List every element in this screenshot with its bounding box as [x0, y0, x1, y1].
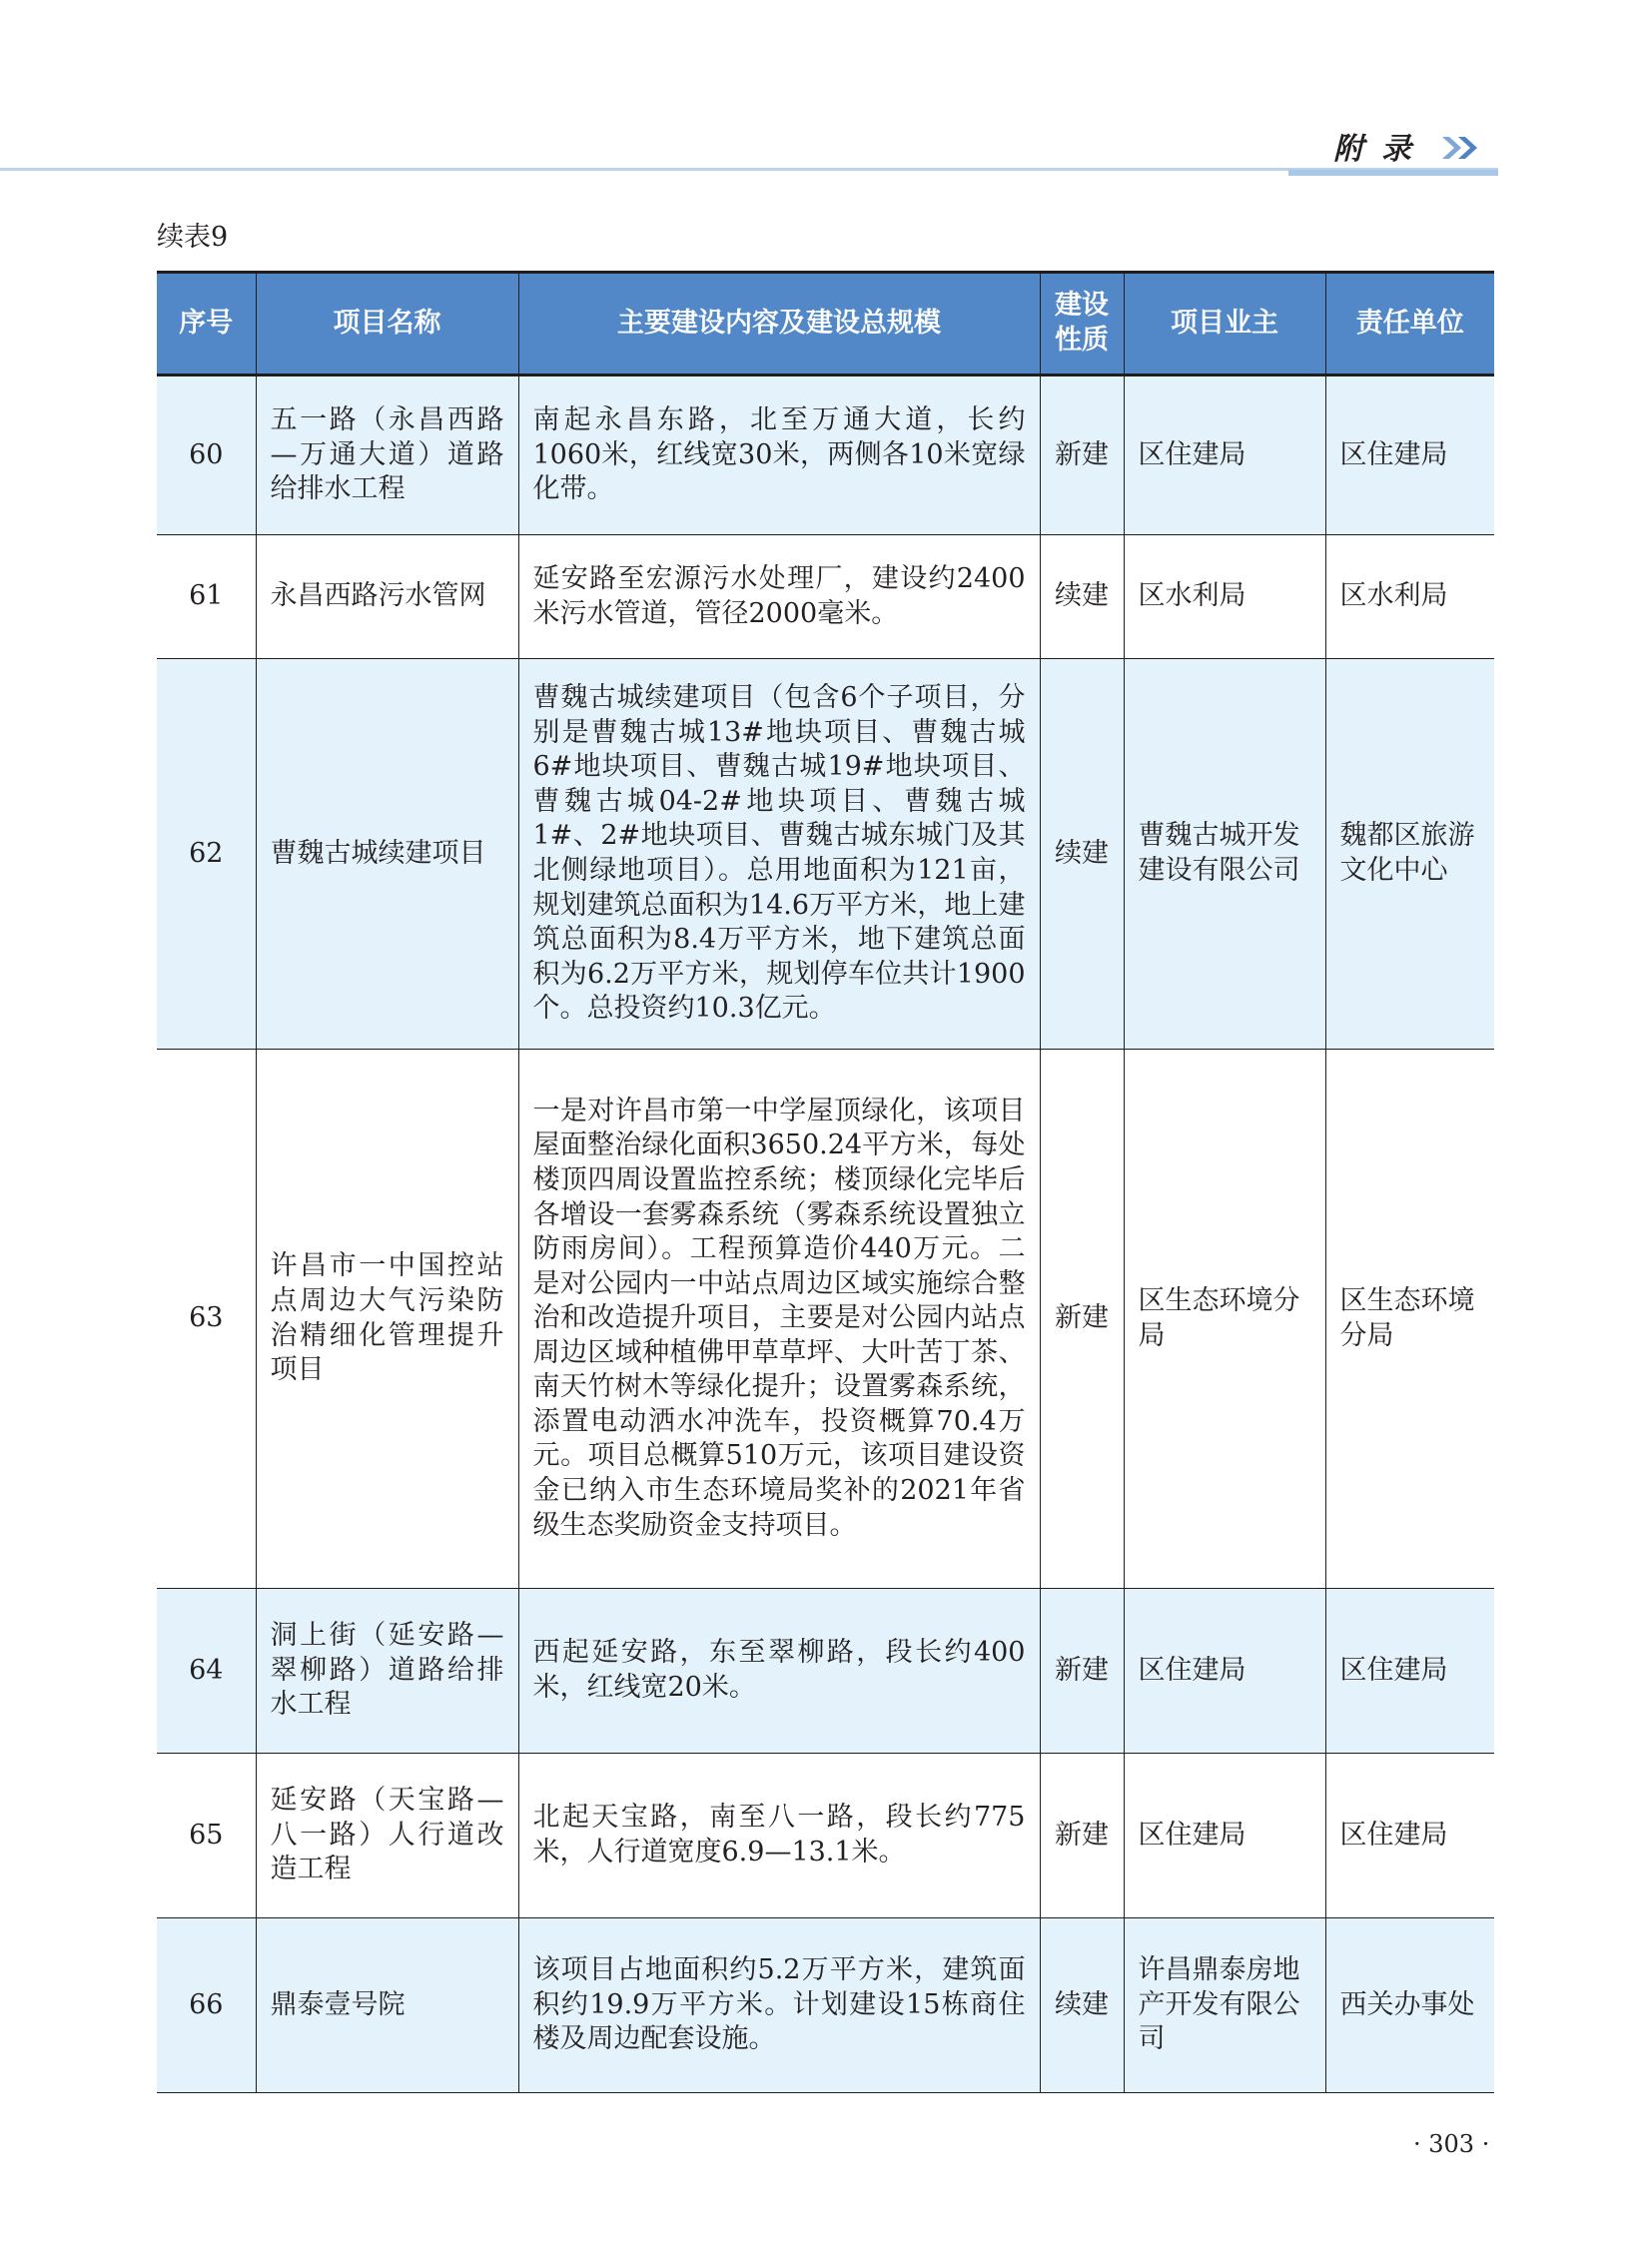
cell-no: 61	[157, 535, 256, 659]
table-row	[157, 375, 1494, 535]
cell-no: 66	[157, 1918, 256, 2093]
cell-name: 洞上街（延安路—翠柳路）道路给排水工程	[256, 1589, 518, 1754]
table-row	[157, 1050, 1494, 1589]
cell-type: 新建	[1040, 375, 1124, 535]
cell-content: 曹魏古城续建项目（包含6个子项目，分别是曹魏古城13#地块项目、曹魏古城6#地块项目、曹魏古城19#地块项目、曹魏古城04-2#地块项目、曹魏古城1#、2#地块项目、曹魏古城东城门及其北侧绿地项目）。总用地面积为121亩，规划建筑总面积为14.6万平方米，地上建筑总面积为8.4万平方米，地下建筑总面积为6.2万平方米，规划停车位共计1900个。总投资约10.3亿元。	[518, 659, 1040, 1050]
cell-name: 五一路（永昌西路—万通大道）道路给排水工程	[256, 375, 518, 535]
cell-owner: 区住建局	[1124, 1589, 1325, 1754]
cell-responsible: 西关办事处	[1325, 1918, 1494, 2093]
cell-owner: 区住建局	[1124, 375, 1325, 535]
page-number: · 303 ·	[1413, 2130, 1490, 2158]
cell-name: 曹魏古城续建项目	[256, 659, 518, 1050]
header-rule-accent	[1288, 170, 1498, 176]
cell-no: 64	[157, 1589, 256, 1754]
cell-name: 鼎泰壹号院	[256, 1918, 518, 2093]
cell-owner: 区生态环境分局	[1124, 1050, 1325, 1589]
cell-responsible: 区住建局	[1325, 1589, 1494, 1754]
table-row	[157, 1918, 1494, 2093]
column-header-name: 项目名称	[256, 273, 518, 375]
table-row	[157, 659, 1494, 1050]
cell-name: 许昌市一中国控站点周边大气污染防治精细化管理提升项目	[256, 1050, 518, 1589]
cell-no: 60	[157, 375, 256, 535]
column-header-responsible: 责任单位	[1325, 273, 1494, 375]
cell-owner: 曹魏古城开发建设有限公司	[1124, 659, 1325, 1050]
cell-content: 西起延安路，东至翠柳路，段长约400米，红线宽20米。	[518, 1589, 1040, 1754]
cell-type: 新建	[1040, 1589, 1124, 1754]
cell-content: 北起天宝路，南至八一路，段长约775米，人行道宽度6.9—13.1米。	[518, 1754, 1040, 1918]
cell-type: 新建	[1040, 1754, 1124, 1918]
cell-type: 续建	[1040, 1918, 1124, 2093]
column-header-content: 主要建设内容及建设总规模	[518, 273, 1040, 375]
cell-owner: 区水利局	[1124, 535, 1325, 659]
cell-content: 该项目占地面积约5.2万平方米，建筑面积约19.9万平方米。计划建设15栋商住楼及周边配套设施。	[518, 1918, 1040, 2093]
double-chevron-icon	[1438, 133, 1488, 163]
column-header-type: 建设性质	[1040, 273, 1124, 375]
cell-owner: 区住建局	[1124, 1754, 1325, 1918]
header-rule	[0, 168, 1498, 171]
column-header-no: 序号	[157, 273, 256, 375]
cell-name: 永昌西路污水管网	[256, 535, 518, 659]
cell-responsible: 区生态环境分局	[1325, 1050, 1494, 1589]
cell-content: 一是对许昌市第一中学屋顶绿化，该项目屋面整治绿化面积3650.24平方米，每处楼顶四周设置监控系统；楼顶绿化完毕后各增设一套雾森系统（雾森系统设置独立防雨房间）。工程预算造价440万元。二是对公园内一中站点周边区域实施综合整治和改造提升项目，主要是对公园内站点周边区域种植佛甲草草坪、大叶苦丁茶、南天竹树木等绿化提升；设置雾森系统，添置电动洒水冲洗车，投资概算70.4万元。项目总概算510万元，该项目建设资金已纳入市生态环境局奖补的2021年省级生态奖励资金支持项目。	[518, 1050, 1040, 1589]
section-label: 附录	[1333, 132, 1429, 167]
cell-responsible: 区水利局	[1325, 535, 1494, 659]
cell-owner: 许昌鼎泰房地产开发有限公司	[1124, 1918, 1325, 2093]
cell-type: 续建	[1040, 659, 1124, 1050]
table-caption: 续表9	[157, 222, 229, 253]
cell-no: 62	[157, 659, 256, 1050]
cell-content: 延安路至宏源污水处理厂，建设约2400米污水管道，管径2000毫米。	[518, 535, 1040, 659]
cell-name: 延安路（天宝路—八一路）人行道改造工程	[256, 1754, 518, 1918]
cell-responsible: 区住建局	[1325, 1754, 1494, 1918]
cell-type: 新建	[1040, 1050, 1124, 1589]
table-row	[157, 1754, 1494, 1918]
cell-content: 南起永昌东路，北至万通大道，长约1060米，红线宽30米，两侧各10米宽绿化带。	[518, 375, 1040, 535]
table-row	[157, 1589, 1494, 1754]
table-header-row	[157, 273, 1494, 375]
cell-responsible: 区住建局	[1325, 375, 1494, 535]
column-header-owner: 项目业主	[1124, 273, 1325, 375]
cell-no: 63	[157, 1050, 256, 1589]
project-table	[157, 271, 1494, 2093]
table-row	[157, 535, 1494, 659]
cell-type: 续建	[1040, 535, 1124, 659]
cell-responsible: 魏都区旅游文化中心	[1325, 659, 1494, 1050]
cell-no: 65	[157, 1754, 256, 1918]
